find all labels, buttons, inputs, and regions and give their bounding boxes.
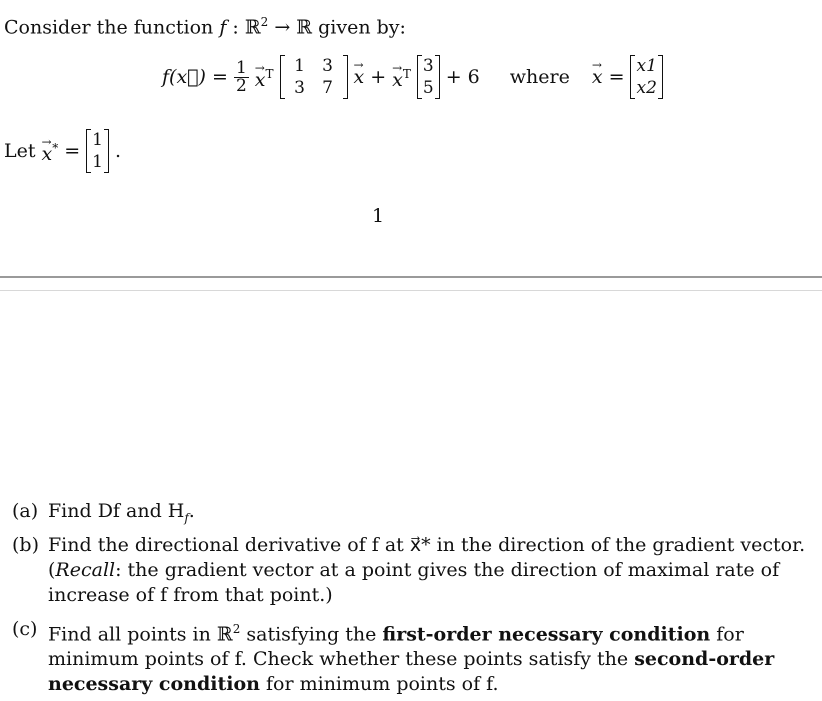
- domain-symbol: : ℝ: [232, 16, 261, 39]
- matrix-cell: 3: [322, 56, 333, 76]
- x-vector-symbol: x →: [354, 65, 365, 89]
- x-star: x →*: [42, 136, 59, 165]
- question-body: [48, 533, 808, 608]
- matrix-row: [286, 77, 342, 99]
- constant-term: + 6: [445, 66, 480, 88]
- vector-entry: x1: [636, 56, 657, 76]
- fraction-denominator: 2: [235, 75, 247, 96]
- question-c: [12, 617, 812, 697]
- question-c-part4: for minimum points of f.: [259, 673, 499, 696]
- vector-entry: x2: [636, 78, 657, 98]
- linear-vector: [417, 55, 440, 99]
- fraction-numerator: 1: [235, 57, 247, 78]
- question-body: [48, 499, 808, 531]
- x-transpose: [255, 62, 274, 91]
- where-word: where: [509, 66, 570, 88]
- vector-entry: 1: [92, 152, 103, 172]
- second-order-condition: second-order necessary condition: [48, 648, 775, 696]
- paren-open: (: [48, 559, 56, 581]
- transpose-mark: T: [265, 67, 274, 82]
- first-order-condition: first-order necessary condition: [382, 623, 711, 646]
- x-vector-symbol: x →: [392, 68, 403, 92]
- question-c-part3: for minimum points of f. Check whether these points satisfy the: [48, 623, 744, 671]
- recall-word: Recall: [55, 559, 116, 581]
- period: .: [114, 140, 122, 162]
- matrix-cell: 1: [294, 56, 305, 76]
- vector-entry: 5: [422, 78, 434, 98]
- vector-entry: 1: [92, 130, 103, 150]
- plus-sign: +: [370, 66, 387, 88]
- question-b-line2: : the gradient vector at a point gives the direction of maximal rate of increase of f from that point.): [48, 559, 780, 606]
- equals-sign: =: [64, 140, 81, 162]
- matrix-row: [286, 55, 342, 77]
- equals-sign: =: [608, 66, 625, 88]
- question-b: [12, 533, 812, 608]
- page-divider: [0, 276, 822, 278]
- question-label: (c): [12, 618, 38, 640]
- function-equation: [162, 52, 663, 102]
- question-a-text: Find Df and H: [48, 500, 185, 522]
- function-name: f: [219, 16, 227, 39]
- question-body: [48, 617, 808, 697]
- codomain: → ℝ: [274, 16, 313, 39]
- intro-text-after: given by:: [318, 16, 406, 39]
- page-divider-shadow: [0, 290, 822, 291]
- question-a-end: .: [188, 500, 195, 522]
- x-vector-symbol: x →: [42, 142, 53, 166]
- vector-entry: 3: [422, 56, 434, 76]
- x-vector-symbol: x →: [592, 65, 603, 89]
- let-statement: [4, 126, 121, 176]
- page-number: 1: [372, 205, 385, 227]
- matrix-cell: 3: [294, 78, 305, 98]
- x-components-vector: [630, 55, 662, 99]
- question-label: (a): [12, 500, 39, 522]
- equation-lhs: f(x⃗) =: [162, 66, 228, 88]
- r2-exponent: 2: [232, 622, 241, 636]
- intro-text-before: Consider the function: [4, 16, 214, 39]
- transpose-mark: T: [402, 67, 411, 82]
- one-half-fraction: [234, 57, 249, 96]
- hessian-subscript: f: [184, 510, 189, 525]
- question-c-part1: Find all points in ℝ: [48, 623, 233, 646]
- question-b-line1: Find the directional derivative of f at x⃗* in the direction of the gradient vector.: [48, 534, 806, 556]
- x-star-vector: [86, 129, 109, 173]
- x-vector-symbol: x →: [255, 68, 266, 92]
- domain-exponent: 2: [260, 15, 269, 29]
- matrix-cell: 7: [322, 78, 333, 98]
- question-a: [12, 499, 812, 531]
- x-transpose: [392, 62, 411, 91]
- let-word: Let: [4, 140, 36, 162]
- question-label: (b): [12, 534, 39, 556]
- intro-line: [4, 10, 406, 39]
- quadratic-matrix: [280, 55, 348, 99]
- question-c-part2: satisfying the: [240, 623, 383, 646]
